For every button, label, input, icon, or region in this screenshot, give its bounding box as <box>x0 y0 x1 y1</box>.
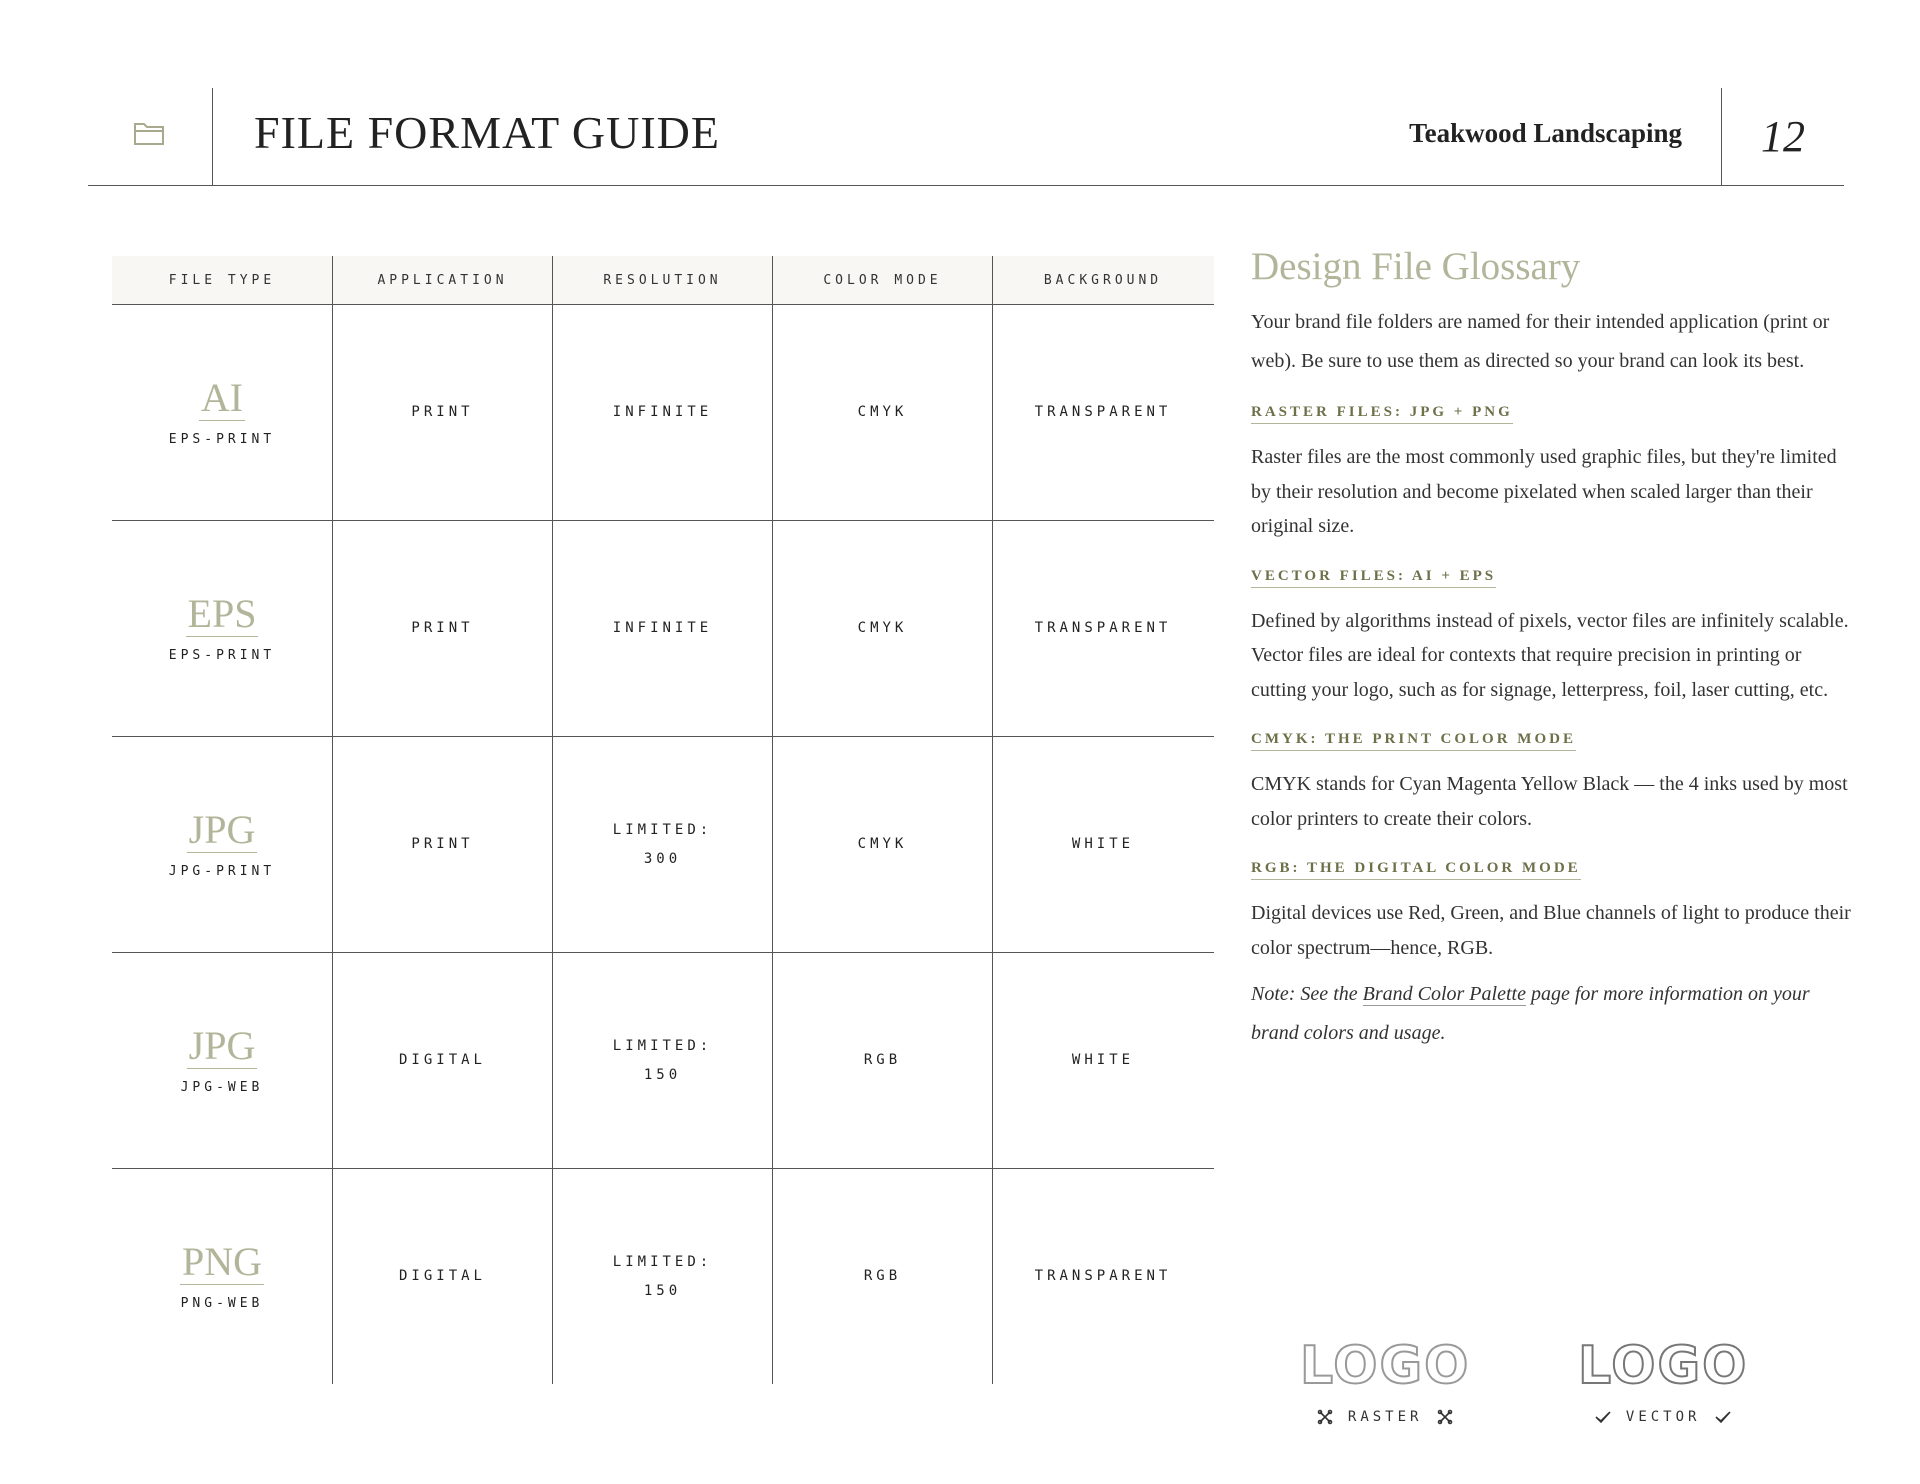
file-type-cell <box>112 737 333 952</box>
table-header-row <box>112 256 1214 305</box>
x-mark-icon <box>1316 1408 1334 1426</box>
section-body: Raster files are the most commonly used graphic files, but they're limited by their resolution and become pixelated when scaled larger than their original size. <box>1251 446 1837 537</box>
file-type-cell <box>112 1169 333 1384</box>
column-header: COLOR MODE <box>773 256 993 304</box>
resolution-value: LIMITED: <box>612 1037 713 1054</box>
background-cell: WHITE <box>1071 1052 1135 1068</box>
logo-vector-text: LOGO <box>1578 1336 1749 1396</box>
glossary-section-raster <box>1251 380 1851 544</box>
application-cell: DIGITAL <box>333 1169 553 1384</box>
table-row <box>112 305 1214 521</box>
page-header <box>88 88 1844 186</box>
vector-label: VECTOR <box>1625 1409 1701 1425</box>
section-body: Defined by algorithms instead of pixels, vector files are infinitely scalable. Vector files are ideal for contexts that require precision in printing or cutting your logo, such as for signage, letterpress, foil, laser cutting, etc. <box>1251 609 1849 701</box>
resolution-value: LIMITED: <box>612 821 713 838</box>
file-type-label: AI <box>200 375 244 420</box>
column-header: RESOLUTION <box>553 256 773 304</box>
table-row <box>112 737 1214 953</box>
table-row <box>112 953 1214 1169</box>
logo-raster-text: LOGO <box>1300 1336 1471 1396</box>
file-folder-label: EPS-PRINT <box>168 648 276 663</box>
resolution-dpi: 150 <box>643 1066 682 1083</box>
resolution-dpi: 150 <box>643 1282 682 1299</box>
glossary-section-cmyk <box>1251 707 1851 836</box>
file-type-label: JPG <box>188 807 256 852</box>
note-prefix: Note: See the <box>1251 983 1363 1005</box>
file-folder-label: PNG-WEB <box>180 1296 264 1311</box>
file-folder-label: EPS-PRINT <box>168 432 276 447</box>
raster-caption <box>1316 1408 1455 1426</box>
background-cell: TRANSPARENT <box>1034 404 1172 420</box>
background-cell: TRANSPARENT <box>1034 620 1172 636</box>
section-heading: CMYK: THE PRINT COLOR MODE <box>1251 731 1576 751</box>
glossary-section-vector <box>1251 544 1851 708</box>
file-folder-label: JPG-PRINT <box>168 864 276 879</box>
vector-caption <box>1594 1408 1733 1426</box>
checkmark-icon <box>1714 1408 1732 1426</box>
resolution-value: LIMITED: <box>612 1253 713 1270</box>
folder-icon <box>133 120 167 153</box>
application-cell: PRINT <box>333 305 553 520</box>
section-heading: VECTOR FILES: AI + EPS <box>1251 568 1496 588</box>
section-heading: RGB: THE DIGITAL COLOR MODE <box>1251 860 1581 880</box>
column-header: APPLICATION <box>333 256 553 304</box>
glossary-title: Design File Glossary <box>1251 245 1581 288</box>
page-title: FILE FORMAT GUIDE <box>254 107 720 158</box>
resolution-cell <box>553 305 773 520</box>
brand-color-palette-link[interactable]: Brand Color Palette <box>1362 983 1526 1005</box>
application-cell: PRINT <box>333 521 553 736</box>
resolution-cell <box>553 737 773 952</box>
glossary-intro: Your brand file folders are named for their intended application (print or web). Be sure to use them as directed so your brand can look its best. <box>1251 311 1830 372</box>
file-format-table <box>112 256 1214 1384</box>
x-mark-icon <box>1436 1408 1454 1426</box>
color-mode-cell: CMYK <box>773 737 993 952</box>
resolution-cell <box>553 1169 773 1384</box>
color-mode-cell: RGB <box>773 1169 993 1384</box>
file-type-label: EPS <box>187 591 257 636</box>
background-cell: TRANSPARENT <box>1034 1268 1172 1284</box>
column-header: FILE TYPE <box>112 256 333 304</box>
note-suffix: page for more information on your brand colors and usage. <box>1251 983 1810 1044</box>
file-type-label: JPG <box>188 1023 256 1068</box>
application-cell: DIGITAL <box>333 953 553 1168</box>
background-cell: WHITE <box>1071 836 1135 852</box>
glossary-section-rgb <box>1251 836 1851 965</box>
vector-logo-example <box>1578 1336 1748 1426</box>
page-number-cell <box>1721 88 1844 185</box>
checkmark-icon <box>1594 1408 1612 1426</box>
glossary-note <box>1251 975 1851 1052</box>
header-icon-cell <box>88 88 213 185</box>
file-type-cell <box>112 305 333 520</box>
color-mode-cell: CMYK <box>773 521 993 736</box>
resolution-cell <box>553 521 773 736</box>
section-body: Digital devices use Red, Green, and Blue channels of light to produce their color spectrum—hence, RGB. <box>1251 902 1851 959</box>
raster-logo-example <box>1300 1336 1470 1426</box>
table-row <box>112 521 1214 737</box>
color-mode-cell: RGB <box>773 953 993 1168</box>
file-folder-label: JPG-WEB <box>180 1080 264 1095</box>
page-number: 12 <box>1761 112 1805 161</box>
column-header: BACKGROUND <box>1043 272 1163 288</box>
raster-label: RASTER <box>1347 1409 1423 1425</box>
file-type-label: PNG <box>181 1239 263 1284</box>
file-type-cell <box>112 953 333 1168</box>
file-type-cell <box>112 521 333 736</box>
resolution-dpi: 300 <box>643 850 682 867</box>
table-row <box>112 1169 1214 1384</box>
application-cell: PRINT <box>333 737 553 952</box>
company-name: Teakwood Landscaping <box>1409 118 1682 148</box>
resolution-cell <box>553 953 773 1168</box>
section-body: CMYK stands for Cyan Magenta Yellow Black — the 4 inks used by most color printers to create their colors. <box>1251 773 1848 830</box>
design-file-glossary <box>1251 244 1851 1072</box>
resolution-value: INFINITE <box>612 404 713 420</box>
section-heading: RASTER FILES: JPG + PNG <box>1251 404 1513 424</box>
color-mode-cell: CMYK <box>773 305 993 520</box>
resolution-value: INFINITE <box>612 620 713 636</box>
